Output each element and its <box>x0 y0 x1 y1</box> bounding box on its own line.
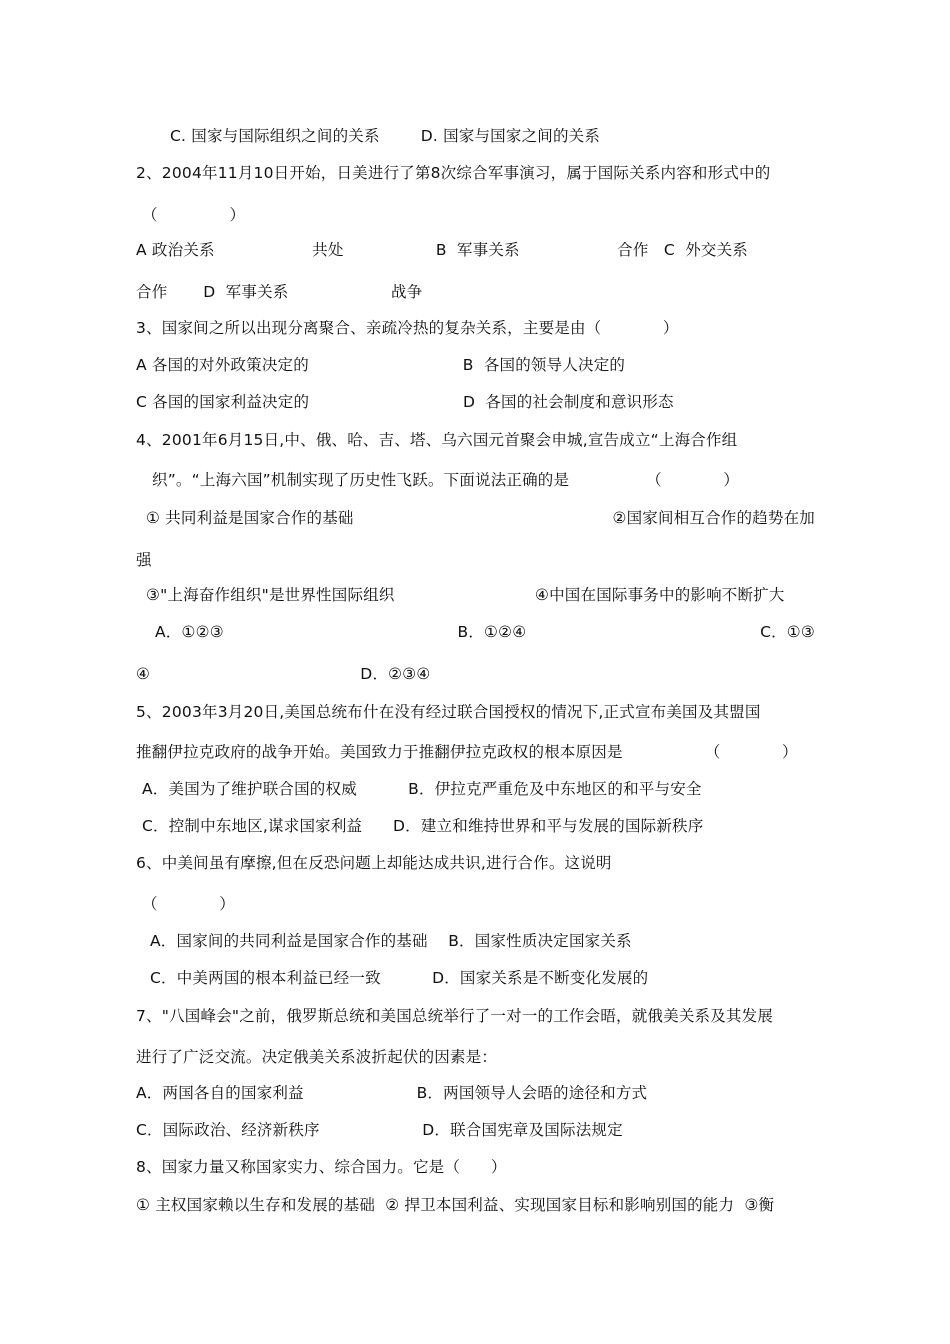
line-q4-statements-1 <box>146 508 815 528</box>
line-q5-stem-1: 5、2003年3月20日,美国总统布什在没有经过联合国授权的情况下,正式宣布美国及其盟国 <box>136 703 761 721</box>
line-q6-options-cd: C．中美两国的根本利益已经一致 D．国家关系是不断变化发展的 <box>150 969 649 987</box>
line-q2-stem: 2、2004年11月10日开始，日美进行了第8次综合军事演习，属于国际关系内容和形式中的 <box>136 164 771 182</box>
option-c: C．①③ <box>760 623 815 641</box>
line-q6-blank: （ ） <box>142 895 235 913</box>
option-a: A．①②③ <box>155 623 224 641</box>
line-q7-options-ab: A．两国各自的国家利益 B．两国领导人会晤的途径和方式 <box>136 1084 648 1102</box>
line-q2-options-1: A 政治关系 共处 B 军事关系 合作 C 外交关系 <box>136 241 748 259</box>
line-q7-stem-1: 7、"八国峰会"之前，俄罗斯总统和美国总统举行了一对一的工作会晤，就俄美关系及其发展 <box>136 1007 774 1025</box>
option-b: B．①②④ <box>457 623 527 641</box>
statement-1: ① 共同利益是国家合作的基础 <box>146 509 354 527</box>
line-q4-stem-2: 织”。“上海六国”机制实现了历史性飞跃。下面说法正确的是 （ ） <box>152 471 740 489</box>
statement-2: ②国家间相互合作的趋势在加 <box>612 509 815 527</box>
line-q4-statements-wrap: 强 <box>136 551 152 569</box>
line-q5-options-cd: C．控制中东地区,谋求国家利益 D．建立和维持世界和平与发展的国际新秩序 <box>142 817 704 835</box>
line-q7-options-cd: C．国际政治、经济新秩序 D．联合国宪章及国际法规定 <box>136 1121 623 1139</box>
line-q4-options <box>155 622 815 642</box>
line-q4-options-wrap: ④ D．②③④ <box>136 665 431 683</box>
line-q7-stem-2: 进行了广泛交流。决定俄美关系波折起伏的因素是： <box>136 1048 498 1066</box>
line-q8-statements: ① 主权国家赖以生存和发展的基础 ② 捍卫本国利益、实现国家目标和影响别国的能力 ③衡 <box>136 1196 775 1214</box>
line-q2-options-2: 合作 D 军事关系 战争 <box>136 283 423 301</box>
line-q3-options-ab: A 各国的对外政策决定的 B 各国的领导人决定的 <box>136 356 626 374</box>
line-q2-blank: （ ） <box>142 206 246 224</box>
line-q5-options-ab: A．美国为了维护联合国的权威 B．伊拉克严重危及中东地区的和平与安全 <box>142 780 702 798</box>
statement-3: ③"上海奋作组织"是世界性国际组织 <box>146 586 395 604</box>
line-q4-stem-1: 4、2001年6月15日,中、俄、哈、吉、塔、乌六国元首聚会申城,宣告成立“上海合作组 <box>136 431 738 449</box>
statement-4: ④中国在国际事务中的影响不断扩大 <box>535 586 785 604</box>
line-q6-stem: 6、中美间虽有摩擦,但在反恐问题上却能达成共识,进行合作。这说明 <box>136 854 612 872</box>
line-q3-stem: 3、国家间之所以出现分离聚合、亲疏冷热的复杂关系，主要是由（ ） <box>136 319 679 337</box>
line-q6-options-ab: A．国家间的共同利益是国家合作的基础 B．国家性质决定国家关系 <box>150 932 632 950</box>
line-q8-stem: 8、国家力量又称国家实力、综合国力。它是（ ） <box>136 1158 507 1176</box>
line-q5-stem-2: 推翻伊拉克政府的战争开始。美国致力于推翻伊拉克政权的根本原因是 （ ） <box>136 743 798 761</box>
line-q1-options-cd: C. 国家与国际组织之间的关系 D. 国家与国家之间的关系 <box>170 127 601 145</box>
line-q3-options-cd: C 各国的国家利益决定的 D 各国的社会制度和意识形态 <box>136 393 674 411</box>
